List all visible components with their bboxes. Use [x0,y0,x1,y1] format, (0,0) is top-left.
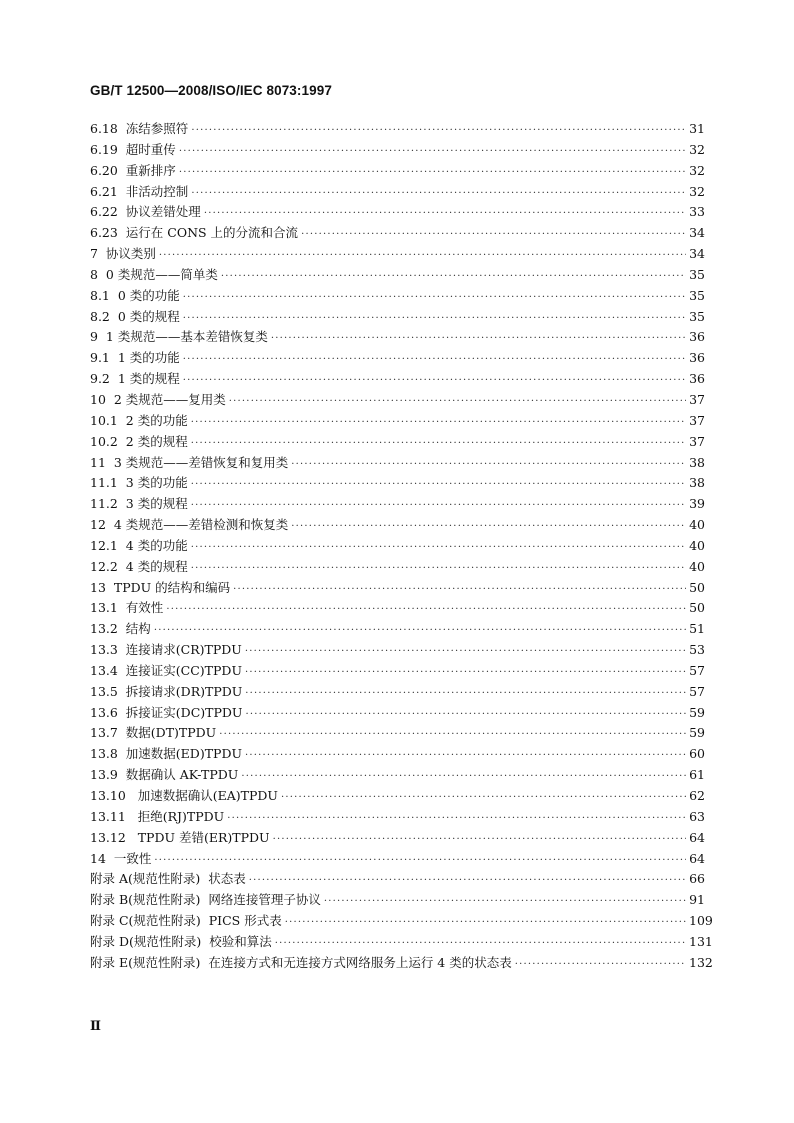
toc-entry-page: 59 [689,725,705,741]
toc-entry[interactable] [90,140,705,161]
toc-entry-page: 59 [689,704,705,720]
toc-entry[interactable] [90,244,705,265]
toc-entry-page: 36 [689,329,705,345]
toc-entry-title: 结构 [125,621,151,637]
dot-leader [191,475,686,496]
dot-leader [191,434,686,455]
toc-entry-number: 9 [90,329,98,345]
toc-entry-page: 51 [689,621,705,637]
dot-leader [275,934,686,955]
toc-entry-page: 37 [689,412,705,428]
toc-entry-number: 13.1 [90,600,118,616]
toc-entry-page: 109 [689,913,713,929]
toc-entry-page: 57 [689,662,705,678]
toc-entry-title: 拆接请求(DR)TPDU [125,683,243,699]
table-of-contents [90,119,713,974]
toc-entry-number: 13.8 [90,746,118,762]
dot-leader [227,809,686,830]
toc-entry-number: 12 [90,517,106,533]
toc-entry-number: 13.4 [90,662,118,678]
dot-leader [229,392,686,413]
toc-entry[interactable] [90,348,705,369]
toc-entry-title: 0 类规范——简单类 [105,266,218,282]
toc-entry-title: 1 类的功能 [117,350,180,366]
toc-entry-title: 在连接方式和无连接方式网络服务上运行 4 类的状态表 [208,954,512,970]
toc-entry-title: 加速数据(ED)TPDU [125,746,243,762]
toc-entry-number: 10 [90,391,106,407]
toc-entry-page: 50 [689,579,705,595]
toc-entry-number: 11.2 [90,496,118,512]
toc-entry-title: 拒绝(RJ)TPDU [137,808,225,824]
toc-entry-number: 10.1 [90,412,118,428]
dot-leader [271,329,686,350]
toc-entry-title: 1 类的规程 [117,371,180,387]
toc-entry[interactable] [90,182,705,203]
toc-entry-title: 数据(DT)TPDU [125,725,217,741]
toc-entry-title: 4 类的规程 [125,558,188,574]
toc-entry-page: 61 [689,767,705,783]
toc-entry-page: 40 [689,558,705,574]
toc-entry-number: 13.9 [90,767,118,783]
dot-leader [221,267,686,288]
dot-leader [249,871,686,892]
dot-leader [183,371,686,392]
toc-entry-number: 13.7 [90,725,118,741]
toc-entry-number: 9.1 [90,350,110,366]
toc-entry-title: 数据确认 AK-TPDU [125,767,239,783]
toc-entry-title: 重新排序 [125,162,176,178]
toc-entry-page: 37 [689,433,705,449]
dot-leader [166,600,686,621]
toc-entry-number: 9.2 [90,371,110,387]
toc-entry-page: 131 [689,933,713,949]
toc-entry[interactable] [90,869,705,890]
toc-entry-number: 附录 D(规范性附录) [90,933,202,949]
dot-leader [241,767,686,788]
dot-leader [191,559,686,580]
toc-entry-title: 2 类的功能 [125,412,188,428]
toc-entry-title: 0 类的规程 [117,308,180,324]
toc-entry-title: 超时重传 [125,141,176,157]
toc-entry-page: 35 [689,266,705,282]
dot-leader [191,496,686,517]
toc-entry-number: 8.2 [90,308,110,324]
dot-leader [191,413,686,434]
dot-leader [291,455,686,476]
toc-entry-page: 40 [689,537,705,553]
toc-entry-number: 附录 E(规范性附录) [90,954,201,970]
toc-entry-number: 13.10 [90,788,126,803]
toc-entry[interactable] [90,890,705,911]
dot-leader [273,830,686,851]
toc-entry-number: 13 [90,579,106,595]
toc-entry-title: 运行在 CONS 上的分流和合流 [125,225,299,241]
toc-entry-title: 3 类的规程 [125,496,188,512]
toc-entry-number: 13.11 [90,808,126,824]
toc-entry[interactable] [90,598,705,619]
toc-entry[interactable] [90,390,705,411]
toc-entry-title: 有效性 [125,600,164,616]
dot-leader [285,913,686,934]
toc-entry[interactable] [90,307,705,328]
toc-entry-number: 13.2 [90,621,118,637]
toc-entry[interactable] [90,473,705,494]
toc-entry[interactable] [90,202,705,223]
toc-entry-number: 附录 C(规范性附录) [90,913,201,929]
toc-entry[interactable] [90,703,705,724]
toc-entry-number: 6.23 [90,225,118,241]
dot-leader [219,725,686,746]
toc-entry-title: 3 类的功能 [125,475,188,491]
dot-leader [245,684,686,705]
dot-leader [281,788,686,809]
toc-entry-title: 1 类规范——基本差错恢复类 [105,329,268,345]
toc-entry-number: 6.22 [90,204,118,220]
toc-entry-number: 10.2 [90,433,118,449]
toc-entry-title: 冻结参照符 [125,121,189,136]
dot-leader [183,288,686,309]
dot-leader [179,163,686,184]
toc-entry[interactable] [90,723,705,744]
dot-leader [245,746,686,767]
toc-entry[interactable] [90,286,705,307]
toc-entry[interactable] [90,932,713,953]
toc-entry[interactable] [90,682,705,703]
toc-entry[interactable] [90,369,705,390]
toc-entry-page: 32 [689,141,705,157]
toc-entry-title: 非活动控制 [125,183,189,199]
toc-entry[interactable] [90,953,713,974]
toc-entry-title: 一致性 [113,850,152,866]
page-number: Ⅱ [90,1019,101,1034]
toc-entry-title: TPDU 差错(ER)TPDU [137,829,270,845]
toc-entry[interactable] [90,619,705,640]
toc-entry-page: 62 [689,788,705,803]
toc-entry-page: 57 [689,683,705,699]
standard-header: GB/T 12500—2008/ISO/IEC 8073:1997 [90,83,332,98]
toc-entry-title: 协议差错处理 [125,204,201,220]
toc-entry[interactable] [90,578,705,599]
dot-leader [204,204,686,225]
toc-entry-title: 加速数据确认(EA)TPDU [137,788,278,803]
dot-leader [183,350,686,371]
toc-entry-page: 60 [689,746,705,762]
toc-entry-number: 8 [90,266,98,282]
dot-leader [515,955,686,976]
dot-leader [245,663,686,684]
dot-leader [191,538,686,559]
toc-entry-number: 附录 B(规范性附录) [90,892,201,908]
toc-entry-number: 13.5 [90,683,118,699]
toc-entry-title: 2 类的规程 [125,433,188,449]
dot-leader [154,851,686,872]
toc-entry-page: 64 [689,850,705,866]
toc-entry-page: 37 [689,391,705,407]
toc-entry-number: 13.3 [90,642,118,658]
toc-entry-number: 13.6 [90,704,118,720]
dot-leader [154,621,686,642]
toc-entry-page: 38 [689,475,705,491]
toc-entry-page: 36 [689,350,705,366]
toc-entry-number: 11.1 [90,475,118,491]
toc-entry-page: 34 [689,246,705,262]
toc-entry[interactable] [90,661,705,682]
toc-entry-page: 53 [689,642,705,658]
toc-entry[interactable] [90,828,705,849]
toc-entry[interactable] [90,786,705,807]
toc-entry[interactable] [90,765,705,786]
toc-entry[interactable] [90,744,705,765]
toc-entry[interactable] [90,223,705,244]
toc-entry-title: 连接请求(CR)TPDU [125,642,242,658]
toc-entry-number: 8.1 [90,287,110,303]
toc-entry-number: 14 [90,850,106,866]
toc-entry-number: 13.12 [90,829,126,845]
toc-entry[interactable] [90,849,705,870]
toc-entry[interactable] [90,161,705,182]
toc-entry-title: TPDU 的结构和编码 [113,579,231,595]
toc-entry-page: 39 [689,496,705,512]
toc-entry-page: 32 [689,162,705,178]
toc-entry-page: 50 [689,600,705,616]
toc-entry-page: 32 [689,183,705,199]
toc-entry[interactable] [90,494,705,515]
toc-entry-page: 64 [689,829,705,845]
dot-leader [324,892,686,913]
toc-entry-title: 拆接证实(DC)TPDU [125,704,243,720]
toc-entry[interactable] [90,453,705,474]
toc-entry-page: 33 [689,204,705,220]
toc-entry[interactable] [90,557,705,578]
toc-entry-page: 35 [689,287,705,303]
toc-entry-title: 校验和算法 [209,933,272,949]
toc-entry[interactable] [90,119,705,140]
dot-leader [245,642,686,663]
toc-entry-page: 36 [689,371,705,387]
toc-entry-title: 连接证实(CC)TPDU [125,662,242,678]
toc-entry-page: 63 [689,808,705,824]
toc-entry-title: PICS 形式表 [208,913,282,929]
toc-entry-title: 4 类的功能 [125,537,188,553]
dot-leader [179,142,686,163]
toc-entry-number: 6.19 [90,141,118,157]
toc-entry[interactable] [90,536,705,557]
toc-entry[interactable] [90,327,705,348]
toc-entry[interactable] [90,640,705,661]
dot-leader [191,121,686,142]
toc-entry-number: 11 [90,454,106,470]
toc-entry[interactable] [90,911,713,932]
dot-leader [191,184,686,205]
toc-entry-number: 12.2 [90,558,118,574]
toc-entry-title: 3 类规范——差错恢复和复用类 [113,454,289,470]
toc-entry-title: 状态表 [208,871,246,887]
dot-leader [233,580,686,601]
toc-entry-title: 协议类别 [105,246,156,262]
toc-entry[interactable] [90,411,705,432]
dot-leader [183,309,686,330]
toc-entry-number: 12.1 [90,537,118,553]
toc-entry-page: 66 [689,871,705,887]
toc-entry-number: 附录 A(规范性附录) [90,871,201,887]
toc-entry-page: 38 [689,454,705,470]
toc-entry[interactable] [90,515,705,536]
dot-leader [245,705,686,726]
toc-entry-number: 6.18 [90,121,118,136]
toc-entry-number: 7 [90,246,98,262]
dot-leader [291,517,686,538]
toc-entry-title: 网络连接管理子协议 [208,892,321,908]
toc-entry-page: 31 [689,121,705,136]
dot-leader [159,246,686,267]
toc-entry[interactable] [90,807,705,828]
toc-entry-title: 4 类规范——差错检测和恢复类 [113,517,289,533]
toc-entry[interactable] [90,265,705,286]
toc-entry-title: 2 类规范——复用类 [113,391,226,407]
toc-entry-title: 0 类的功能 [117,287,180,303]
toc-entry-page: 40 [689,517,705,533]
toc-entry-page: 132 [689,954,713,970]
toc-entry-page: 34 [689,225,705,241]
toc-entry-number: 6.20 [90,162,118,178]
toc-entry-page: 91 [689,892,705,908]
dot-leader [301,225,686,246]
toc-entry[interactable] [90,432,705,453]
toc-entry-number: 6.21 [90,183,118,199]
toc-entry-page: 35 [689,308,705,324]
